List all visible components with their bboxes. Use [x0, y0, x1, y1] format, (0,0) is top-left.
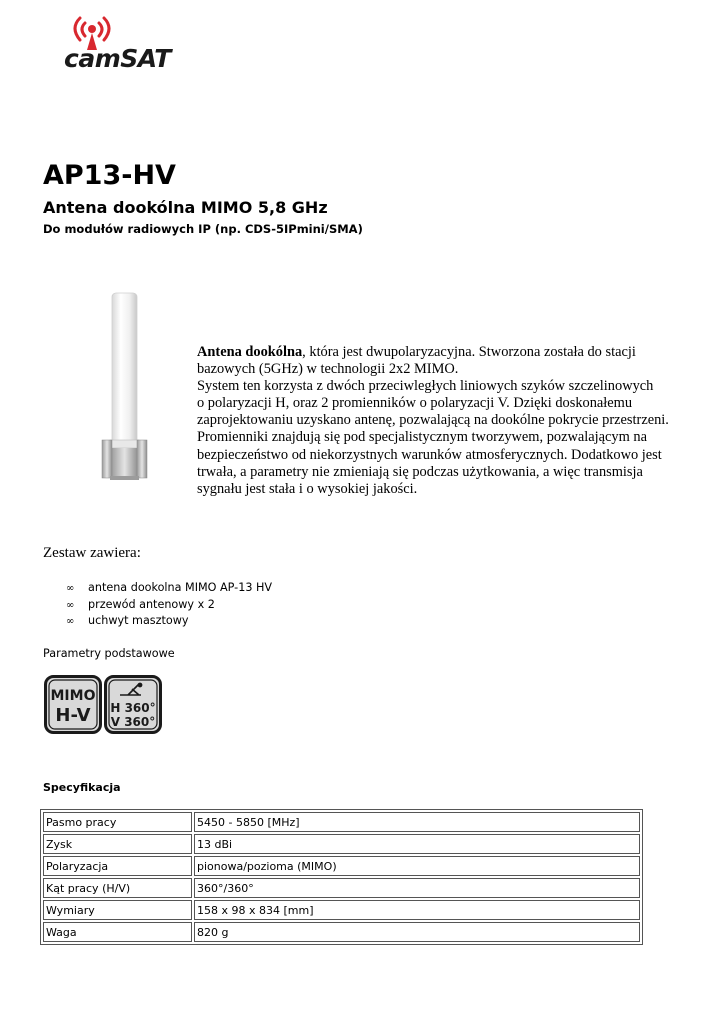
spec-key: Waga — [43, 922, 192, 942]
description-line: sygnału jest stała i o wysokiej jakości. — [197, 480, 418, 497]
spec-value: 5450 - 5850 [MHz] — [194, 812, 640, 832]
spec-value: 13 dBi — [194, 834, 640, 854]
spec-key: Pasmo pracy — [43, 812, 192, 832]
description-line: System ten korzysta z dwóch przeciwległych liniowych szyków szczelinowych — [197, 378, 654, 395]
table-row — [43, 856, 640, 876]
spec-key: Zysk — [43, 834, 192, 854]
list-item-label: antena dookolna MIMO AP-13 HV — [88, 581, 273, 594]
camsat-logo — [62, 12, 192, 74]
spec-value: 360°/360° — [194, 878, 640, 898]
product-subtitle: Antena dookólna MIMO 5,8 GHz — [43, 198, 328, 217]
bullet-icon: ∞ — [66, 616, 75, 627]
product-title: AP13-HV — [43, 160, 176, 191]
table-row — [43, 878, 640, 898]
spec-value: 820 g — [194, 922, 640, 942]
list-item-label: uchwyt masztowy — [88, 614, 189, 627]
list-item — [66, 580, 272, 597]
badge-hv-text: H-V — [55, 705, 91, 726]
product-description — [197, 344, 687, 498]
description-line: , która jest dwupolaryzacyjna. Stworzona została do stacji — [302, 344, 636, 360]
badge-h360-text: H 360° — [110, 701, 156, 715]
spec-key: Wymiary — [43, 900, 192, 920]
table-row — [43, 834, 640, 854]
description-line: bazowych (5GHz) w technologii 2x2 MIMO. — [197, 361, 459, 378]
table-row — [43, 812, 640, 832]
set-list — [66, 580, 272, 630]
list-item-label: przewód antenowy x 2 — [88, 597, 215, 611]
params-title: Parametry podstawowe — [43, 647, 175, 660]
spec-key: Polaryzacja — [43, 856, 192, 876]
bullet-icon: ∞ — [66, 599, 75, 611]
table-row — [43, 922, 640, 942]
list-item — [66, 613, 272, 630]
logo-text: camSAT — [64, 44, 171, 73]
table-row — [43, 900, 640, 920]
spec-table — [40, 809, 643, 945]
badge-mimo-text: MIMO — [50, 688, 96, 704]
description-line: o polaryzacji H, oraz 2 promienników o polaryzacji V. Dzięki doskonałemu — [197, 395, 633, 412]
description-line: zaprojektowaniu uzyskano antenę, pozwalającą na dookólne pokrycie przestrzeni. — [197, 412, 669, 429]
spec-title: Specyfikacja — [43, 781, 121, 794]
list-item — [66, 597, 272, 614]
feature-badges — [44, 675, 162, 735]
set-title: Zestaw zawiera: — [43, 545, 141, 561]
description-line: Promienniki znajdują się pod specjalistycznym tworzywem, pozwalającym na — [197, 429, 647, 446]
description-line: trwała, a parametry nie zmieniają się podczas użytkowania, a więc transmisja — [197, 463, 643, 480]
spec-key: Kąt pracy (H/V) — [43, 878, 192, 898]
mimo-hv-badge — [46, 677, 101, 733]
description-lead: Antena dookólna — [197, 344, 303, 360]
description-line: bezpieczeństwo od niekorzystnych warunków atmosferycznych. Dodatkowo jest — [197, 446, 662, 463]
product-note: Do modułów radiowych IP (np. CDS-5IPmini/SMA) — [43, 222, 363, 236]
bullet-icon: ∞ — [66, 583, 75, 594]
angle-360-badge — [106, 677, 161, 733]
badge-v360-text: V 360° — [110, 715, 156, 729]
spec-value: pionowa/pozioma (MIMO) — [194, 856, 640, 876]
spec-value: 158 x 98 x 834 [mm] — [194, 900, 640, 920]
antenna-image — [96, 290, 156, 485]
